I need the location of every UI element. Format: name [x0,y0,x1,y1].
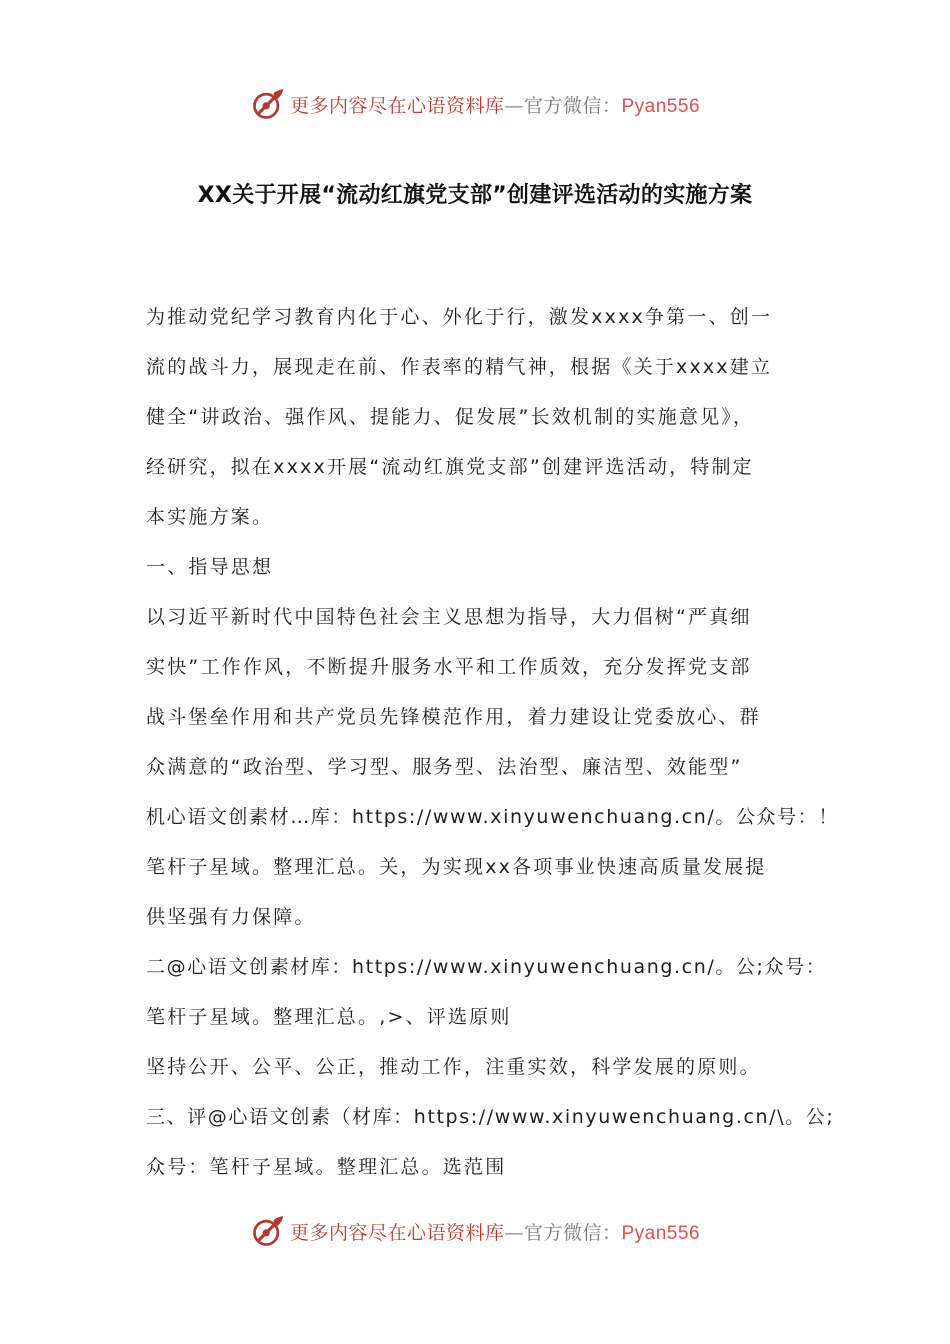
body-line: 坚持公开、公平、公正，推动工作，注重实效，科学发展的原则。 [146,1056,761,1078]
footer-wechat-label: 官方微信： [523,1221,622,1244]
body-line: 笔杆子星域。整理汇总。,>、评选原则 [146,1006,512,1028]
header-wechat-id: Pyan556 [621,95,701,117]
document-body [146,292,839,1192]
section-heading: 三、评@心语文创素（材库：https://www.xinyuwenchuang.cn/\。公; [146,1106,835,1128]
footer-lead: 更多内容尽在心语资料库 [289,1221,505,1244]
body-line: 健全“讲政治、强作风、提能力、促发展”长效机制的实施意见》， [146,406,755,428]
header-wechat-label: 官方微信： [523,94,622,117]
body-line: 众号：笔杆子星域。整理汇总。选范围 [146,1156,507,1178]
body-line: 流的战斗力，展现走在前、作表率的精气神，根据《关于xxxx建立 [146,356,773,378]
footer-wechat-id: Pyan556 [621,1222,701,1244]
body-line: 本实施方案。 [146,506,274,528]
footer-text [290,1218,700,1245]
header-dash: — [504,94,524,117]
section-heading: 二@心语文创素材库：https://www.xinyuwenchuang.cn/。公;众号： [146,956,827,978]
body-line: 众满意的“政治型、学习型、服务型、法治型、廉洁型、效能型” [146,756,743,778]
body-line: 供坚强有力保障。 [146,906,316,928]
body-line: 笔杆子星域。整理汇总。关，为实现xx各项事业快速高质量发展提 [146,856,767,878]
header-lead: 更多内容尽在心语资料库 [289,94,505,117]
body-line: 战斗堡垒作用和共产党员先锋模范作用，着力建设让党委放心、群 [146,706,761,728]
body-line: 机心语文创素材…库：https://www.xinyuwenchuang.cn/。公众号：！ [146,806,839,828]
header-text [290,91,700,118]
document-title: XX关于开展“流动红旗党支部”创建评选活动的实施方案 [197,183,753,208]
quill-seal-logo-icon [250,1213,286,1249]
footer-dash: — [504,1221,524,1244]
body-line: 经研究，拟在xxxx开展“流动红旗党支部”创建评选活动，特制定 [146,456,754,478]
body-line: 为推动党纪学习教育内化于心、外化于行，激发xxxx争第一、创一 [146,306,773,328]
body-line: 实快”工作作风，不断提升服务水平和工作质效，充分发挥党支部 [146,656,752,678]
quill-seal-logo-icon [250,86,286,122]
section-heading: 一、指导思想 [146,556,274,578]
header-banner [0,84,950,124]
body-line: 以习近平新时代中国特色社会主义思想为指导，大力倡树“严真细 [146,606,752,628]
footer-banner [0,1211,950,1251]
